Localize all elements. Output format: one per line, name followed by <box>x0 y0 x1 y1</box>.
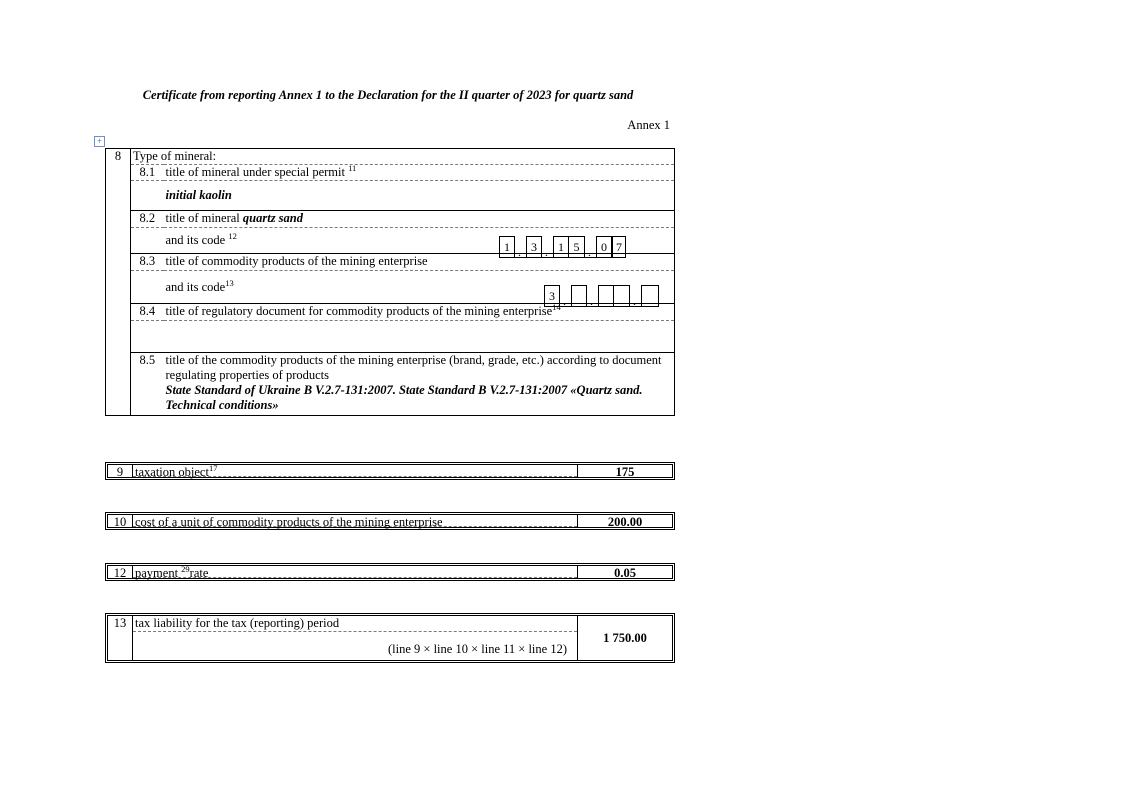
line-10-value[interactable]: 200.00 <box>577 515 672 527</box>
row-8-label: Type of mineral: <box>131 149 675 165</box>
row-8-5-number: 8.5 <box>139 353 156 367</box>
code-digit[interactable]: 1 <box>553 236 569 258</box>
code-dot: . <box>630 285 641 307</box>
line-12-row <box>105 563 675 581</box>
code-digit[interactable]: 3 <box>526 236 542 258</box>
code-dot: . <box>585 236 596 258</box>
table-move-handle-icon[interactable]: + <box>94 136 105 147</box>
line-13-row <box>105 613 675 663</box>
line-10-row <box>105 512 675 530</box>
row-8-4-value[interactable] <box>164 321 675 353</box>
line-10-label: cost of a unit of commodity products of the mining enterprise <box>133 515 577 527</box>
code-digit[interactable] <box>598 285 614 307</box>
section-8-table <box>105 148 675 416</box>
row-8-4-label: title of regulatory document for commodity products of the mining enterprise$^{14}$ <box>164 304 675 321</box>
commodity-code-boxes[interactable] <box>544 285 659 307</box>
code-digit[interactable] <box>641 285 659 307</box>
line-9-label: taxation object$^{17}$ <box>133 465 577 477</box>
row-8-1-number: 8.1 <box>131 165 164 181</box>
code-digit[interactable]: 3 <box>544 285 560 307</box>
line-12-label: payment $^{29}$rate <box>133 566 577 578</box>
row-8-4-number: 8.4 <box>131 304 164 321</box>
code-dot: . <box>560 285 571 307</box>
row-8-2-label: title of mineral quartz sand <box>164 211 675 228</box>
code-digit[interactable]: 0 <box>596 236 612 258</box>
row-8-2-number: 8.2 <box>131 211 164 228</box>
row-8-3-number: 8.3 <box>131 254 164 271</box>
line-9-value[interactable]: 175 <box>577 465 672 477</box>
row-8-2-code-label: and its code $^{12}$ <box>164 228 675 254</box>
line-12-value[interactable]: 0.05 <box>577 566 672 578</box>
line-13-label: tax liability for the tax (reporting) period <box>133 616 577 632</box>
document-title: Certificate from reporting Annex 1 to the Declaration for the II quarter of 2023 for quartz sand <box>142 88 634 102</box>
line-9-row <box>105 462 675 480</box>
line-13-formula: (line 9 × line 10 × line 11 × line 12) <box>388 642 567 656</box>
annex-label: Annex 1 <box>627 118 670 132</box>
row-8-5-value: State Standard of Ukraine B V.2.7-131:2007. State Standard B V.2.7-131:2007 «Quartz sand. Technical conditions» <box>164 383 675 415</box>
row-8-1-label: title of mineral under special permit $^{11}$ <box>164 165 675 181</box>
line-13-text-block <box>133 616 577 660</box>
line-9-number: 9 <box>108 465 133 477</box>
row-8-5-label: title of the commodity products of the mining enterprise (brand, grade, etc.) according to document regulating properties of products <box>164 353 675 384</box>
line-13-number: 13 <box>108 616 133 660</box>
code-digit[interactable]: 7 <box>612 236 626 258</box>
code-dot: . <box>587 285 598 307</box>
row-8-number: 8 <box>106 149 131 165</box>
row-8-1-value: initial kaolin <box>164 181 675 211</box>
code-digit[interactable]: 1 <box>499 236 515 258</box>
row-8-3-label: title of commodity products of the mining enterprise <box>164 254 675 271</box>
line-12-number: 12 <box>108 566 133 578</box>
line-13-value[interactable]: 1 750.00 <box>577 616 672 660</box>
code-digit[interactable] <box>614 285 630 307</box>
line-10-number: 10 <box>108 515 133 527</box>
mineral-code-boxes[interactable] <box>499 236 626 258</box>
code-dot: . <box>515 236 526 258</box>
row-8-3-code-label: and its code$^{13}$ <box>164 271 675 304</box>
code-digit[interactable]: 5 <box>569 236 585 258</box>
code-digit[interactable] <box>571 285 587 307</box>
code-dot: . <box>542 236 553 258</box>
